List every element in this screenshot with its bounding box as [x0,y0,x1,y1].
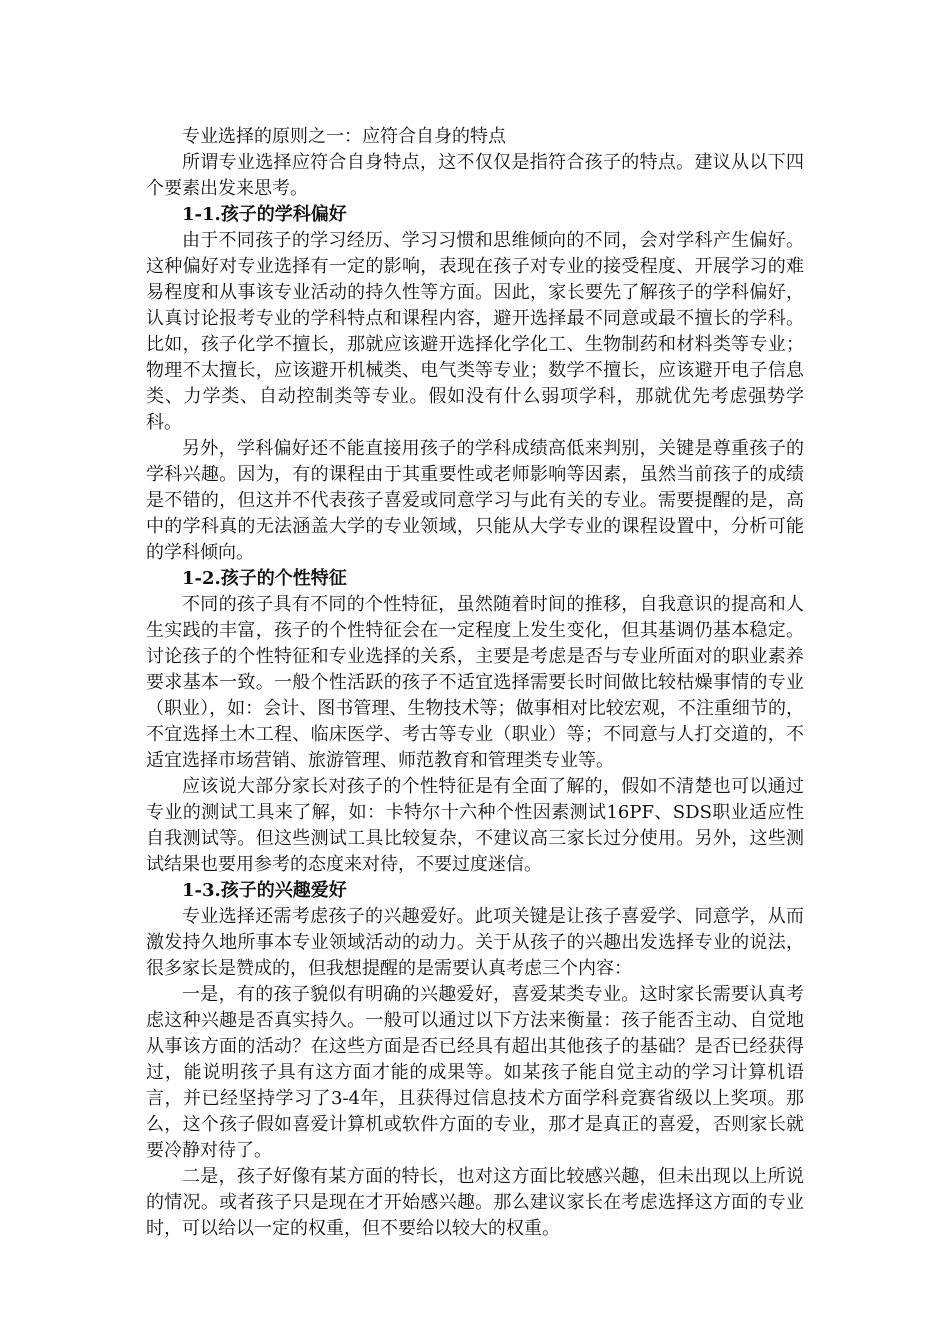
principle-title: 专业选择的原则之一：应符合自身的特点 [182,126,506,147]
body-paragraph: 专业选择还需考虑孩子的兴趣爱好。此项关键是让孩子喜爱学、同意学，从而激发持久地所事本专业领域活动的动力。关于从孩子的兴趣出发选择专业的说法，很多家长是赞成的，但我想提醒的是需要认真考虑三个内容： [146,906,804,979]
body-paragraph: 应该说大部分家长对孩子的个性特征是有全面了解的，假如不清楚也可以通过专业的测试工具来了解，如：卡特尔十六种个性因素测试16PF、SDS职业适应性自我测试等。但这些测试工具比较复杂，不建议高三家长过分使用。另外，这些测试结果也要用参考的态度来对待，不要过度迷信。 [146,776,804,875]
body-paragraph: 另外，学科偏好还不能直接用孩子的学科成绩高低来判别，关键是尊重孩子的学科兴趣。因为，有的课程由于其重要性或老师影响等因素，虽然当前孩子的成绩是不错的，但这并不代表孩子喜爱或同意学习与此有关的专业。需要提醒的是，高中的学科真的无法涵盖大学的专业领域，只能从大学专业的课程设置中，分析可能的学科倾向。 [146,438,804,563]
body-paragraph: 二是，孩子好像有某方面的特长，也对这方面比较感兴趣，但未出现以上所说的情况。或者孩子只是现在才开始感兴趣。那么建议家长在考虑选择这方面的专业时，可以给以一定的权重，但不要给以较大的权重。 [146,1166,804,1239]
body-paragraph: 一是，有的孩子貌似有明确的兴趣爱好，喜爱某类专业。这时家长需要认真考虑这种兴趣是否真实持久。一般可以通过以下方法来衡量：孩子能否主动、自觉地从事该方面的活动？在这些方面是否已经具有超出其他孩子的基础？是否已经获得过，能说明孩子具有这方面才能的成果等。如某孩子能自觉主动的学习计算机语言，并已经坚持学习了3-4年，且获得过信息技术方面学科竞赛省级以上奖项。那么，这个孩子假如喜爱计算机或软件方面的专业，那才是真正的喜爱，否则家长就要冷静对待了。 [146,984,804,1161]
section-heading-personality: 1-2.孩子的个性特征 [182,568,347,589]
body-paragraph: 由于不同孩子的学习经历、学习习惯和思维倾向的不同，会对学科产生偏好。这种偏好对专业选择有一定的影响，表现在孩子对专业的接受程度、开展学习的难易程度和从事该专业活动的持久性等方面。因此，家长要先了解孩子的学科偏好，认真讨论报考专业的学科特点和课程内容，避开选择最不同意或最不擅长的学科。比如，孩子化学不擅长，那就应该避开选择化学化工、生物制药和材料类等专业；物理不太擅长，应该避开机械类、电气类等专业；数学不擅长，应该避开电子信息类、力学类、自动控制类等专业。假如没有什么弱项学科，那就优先考虑强势学科。 [146,230,804,433]
intro-paragraph: 所谓专业选择应符合自身特点，这不仅仅是指符合孩子的特点。建议从以下四个要素出发来思考。 [146,152,804,199]
section-heading-interests: 1-3.孩子的兴趣爱好 [182,880,347,901]
document-page [146,124,804,1242]
body-paragraph: 不同的孩子具有不同的个性特征，虽然随着时间的推移，自我意识的提高和人生实践的丰富，孩子的个性特征会在一定程度上发生变化，但其基调仍基本稳定。讨论孩子的个性特征和专业选择的关系，主要是考虑是否与专业所面对的职业素养要求基本一致。一般个性活跃的孩子不适宜选择需要长时间做比较枯燥事情的专业（职业），如：会计、图书管理、生物技术等；做事相对比较宏观，不注重细节的，不宜选择土木工程、临床医学、考古等专业（职业）等；不同意与人打交道的，不适宜选择市场营销、旅游管理、师范教育和管理类专业等。 [146,594,804,771]
section-heading-subject-preference: 1-1.孩子的学科偏好 [182,204,347,225]
